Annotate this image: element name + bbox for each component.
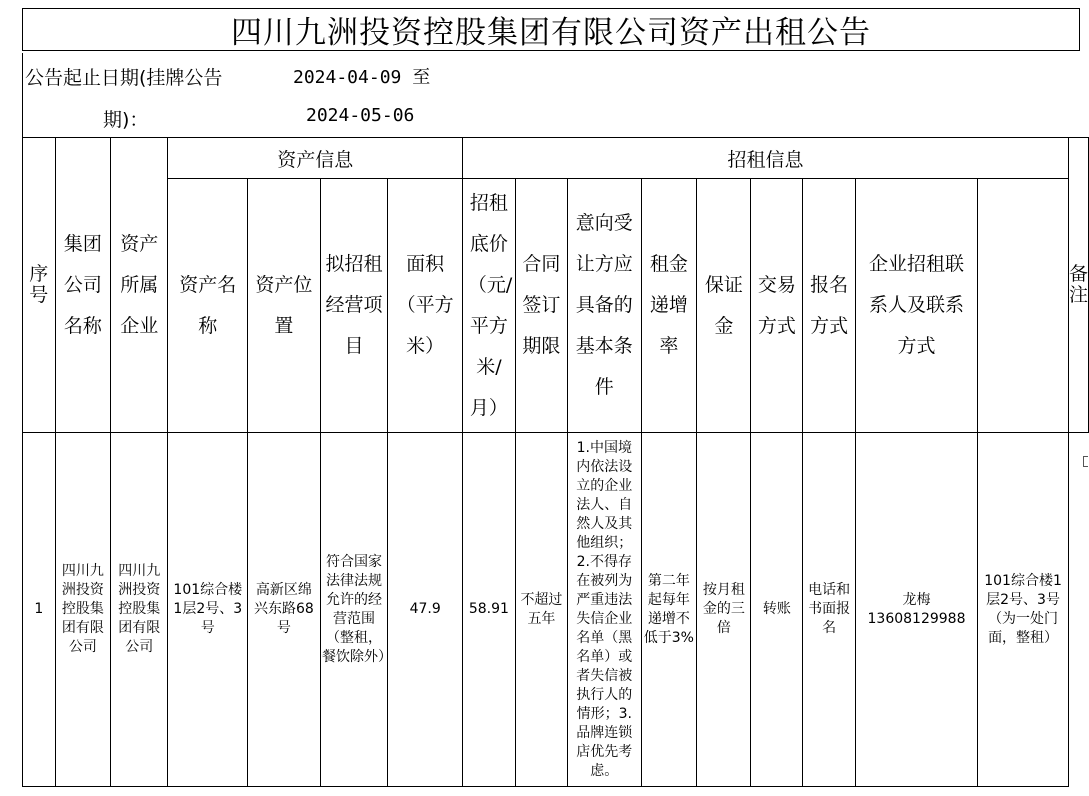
table-row <box>23 433 1089 787</box>
cell-conditions <box>568 433 641 787</box>
cell-increase-text: 第二年起每年递增不低于3% <box>643 572 694 646</box>
cell-trade-method: 转账 <box>751 433 803 787</box>
cell-asset-location <box>248 433 321 787</box>
cell-increase <box>641 433 697 787</box>
header-deposit-text: 保证金 <box>704 273 743 337</box>
date-label-line2: 期)： <box>103 109 149 131</box>
cell-remarks-text: 101综合楼1层2号、3号（为一处门面，整租） <box>984 572 1062 646</box>
header-increase-text: 租金递增率 <box>649 253 688 357</box>
contact-name: 龙梅 <box>902 591 931 608</box>
cell-deposit <box>697 433 751 787</box>
header-remarks <box>1068 138 1088 433</box>
cell-signup-method <box>803 433 856 787</box>
header-seq-text: 序号 <box>29 263 49 306</box>
cell-group <box>55 433 110 787</box>
header-enterprise <box>111 138 168 433</box>
header-asset-name-text: 资产名称 <box>179 273 237 337</box>
header-term <box>515 179 567 433</box>
cell-seq: 1 <box>23 433 56 787</box>
header-deposit <box>697 179 751 433</box>
header-remarks-text: 备注 <box>1068 263 1088 306</box>
header-group <box>55 138 110 433</box>
cell-enterprise-text: 四川九洲投资控股集团有限公司 <box>118 563 161 655</box>
header-business-scope <box>320 179 388 433</box>
header-asset-name <box>168 179 248 433</box>
lease-table <box>22 137 1089 787</box>
header-asset-info: 资产信息 <box>168 138 463 179</box>
header-contact-text: 企业招租联系人及联系方式 <box>868 253 964 357</box>
header-seq <box>23 138 56 433</box>
cell-business-scope-text: 符合国家法律法规允许的经营范围（整租，餐饮除外） <box>321 553 392 665</box>
header-increase <box>641 179 697 433</box>
cell-asset-location-text: 高新区绵兴东路68号 <box>253 582 314 636</box>
date-start: 2024-04-09 至 <box>293 67 431 88</box>
header-area <box>388 179 463 433</box>
header-business-scope-text: 拟招租经营项目 <box>325 253 383 357</box>
title-box <box>22 8 1080 51</box>
cell-signup-method-text: 电话和书面报名 <box>808 582 851 636</box>
header-conditions <box>568 179 641 433</box>
cell-remarks <box>978 433 1069 787</box>
header-asset-location-text: 资产位置 <box>255 273 313 337</box>
header-trade-method <box>751 179 803 433</box>
header-base-price <box>463 179 516 433</box>
header-signup-method-text: 报名方式 <box>810 273 849 337</box>
cell-asset-name-text: 101综合楼1层2号、3号 <box>173 582 243 636</box>
cell-contact <box>855 433 977 787</box>
cell-term-text: 不超过五年 <box>520 591 563 627</box>
cell-base-price: 58.91 <box>463 433 516 787</box>
cell-term <box>515 433 567 787</box>
header-signup-method <box>803 179 856 433</box>
cell-asset-name <box>168 433 248 787</box>
cell-enterprise <box>111 433 168 787</box>
cell-business-scope <box>320 433 392 787</box>
header-base-price-text: 招租底价（元/平方米/月） <box>467 191 513 419</box>
header-enterprise-text: 资产所属企业 <box>120 232 159 337</box>
page-title: 四川九洲投资控股集团有限公司资产出租公告 <box>231 15 871 51</box>
header-contact <box>855 179 977 433</box>
date-label-line1: 公告起止日期(挂牌公告 <box>25 67 223 89</box>
date-end: 2024-05-06 <box>306 105 415 126</box>
date-area <box>22 53 1080 137</box>
cell-group-text: 四川九洲投资控股集团有限公司 <box>61 563 104 655</box>
header-area-text: 面积（平方米） <box>396 253 454 357</box>
cell-deposit-text: 按月租金的三倍 <box>702 582 745 636</box>
header-group-text: 集团公司名称 <box>63 232 102 337</box>
header-asset-location <box>248 179 321 433</box>
contact-phone: 13608129988 <box>867 610 966 627</box>
bracket-mark <box>1083 456 1088 467</box>
cell-area: 47.9 <box>388 433 463 787</box>
header-lease-info: 招租信息 <box>463 138 1069 179</box>
cell-conditions-text: 1.中国境内依法设立的企业法人、自然人及其他组织；2.不得存在被列为严重违法失信企业名单（黑名单）或者失信被执行人的情形；3.品牌连锁店优先考虑。 <box>576 439 633 779</box>
header-conditions-text: 意向受让方应具备的基本条件 <box>575 212 633 398</box>
header-term-text: 合同签订期限 <box>522 253 561 357</box>
header-trade-method-text: 交易方式 <box>757 273 796 337</box>
